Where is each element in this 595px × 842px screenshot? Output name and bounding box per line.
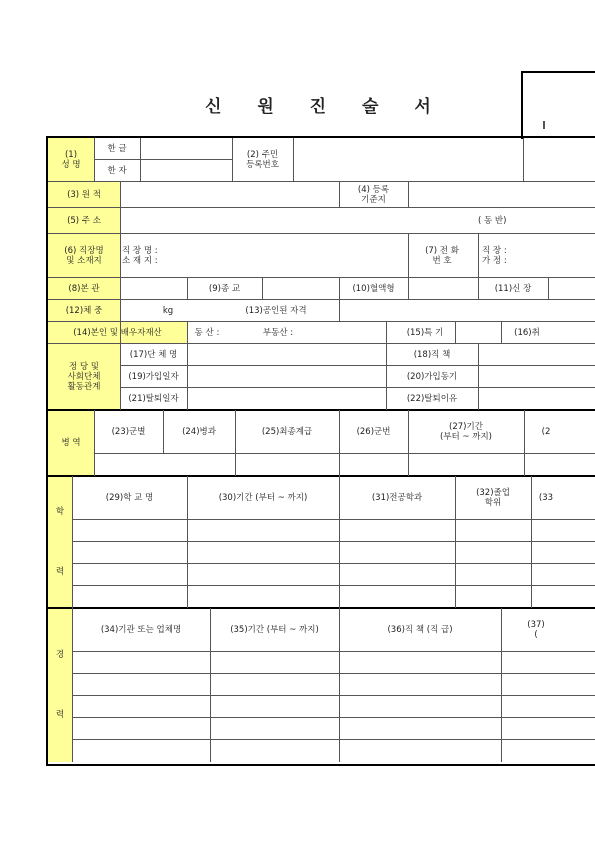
grid-line	[501, 322, 502, 344]
career-col: (37) (	[527, 620, 545, 640]
workplace-label: (6) 직장명 및 소재지	[48, 234, 120, 278]
career-col: (36)직 책 (직 급)	[387, 625, 453, 635]
grid-line	[48, 181, 595, 182]
grid-line	[339, 476, 340, 608]
grid-line	[94, 138, 95, 182]
grid-line	[339, 278, 340, 322]
grid-line	[48, 409, 595, 411]
grid-line	[210, 608, 211, 762]
grid-line	[72, 541, 595, 542]
form-table	[46, 136, 595, 766]
address-label: (5) 주 소	[48, 208, 120, 234]
grid-line	[408, 278, 409, 300]
education-label: 학 력	[48, 476, 72, 608]
grid-line	[94, 453, 595, 454]
grid-line	[72, 585, 595, 586]
grid-line	[187, 476, 188, 608]
military-col: (25)최종계급	[261, 427, 313, 437]
grid-line	[94, 159, 232, 160]
grid-line	[48, 607, 595, 609]
hobby-label: (16)취	[514, 328, 540, 338]
grid-line	[524, 410, 525, 476]
position-label: (18)직 책	[413, 350, 451, 360]
leave-date-label: (21)탈퇴일자	[128, 394, 179, 404]
grid-line	[408, 182, 409, 208]
document-title: 신 원 진 술 서	[205, 97, 446, 117]
grid-line	[72, 519, 595, 520]
hanja-name-field[interactable]	[140, 160, 232, 182]
grid-line	[187, 322, 188, 344]
immovable-label: 부동산 :	[262, 328, 294, 338]
special-skill-label: (15)특 기	[406, 328, 444, 338]
height-label: (11)신 장	[494, 284, 532, 294]
grid-line	[120, 344, 121, 410]
military-col: (26)군번	[356, 427, 391, 437]
grid-line	[72, 476, 73, 762]
origin-field[interactable]	[120, 182, 339, 208]
military-col: (24)병과	[182, 427, 216, 437]
grid-line	[48, 233, 595, 234]
grid-line	[548, 278, 549, 300]
career-label: 경 력	[48, 608, 72, 762]
grid-line	[339, 410, 340, 476]
grid-line	[72, 717, 595, 718]
grid-line	[163, 410, 164, 454]
address-suffix: ( 동 반)	[478, 216, 507, 226]
weight-label: (12)체 중	[48, 300, 120, 322]
grid-line	[531, 476, 532, 608]
resident-no-label: (2) 주민 등록번호	[246, 150, 279, 170]
phone-label: (7) 전 화 번 호	[425, 246, 459, 266]
grid-line	[72, 695, 595, 696]
grid-line	[48, 475, 595, 477]
grid-line	[501, 608, 502, 762]
grid-line	[48, 343, 595, 344]
grid-line	[478, 234, 479, 278]
grid-line	[478, 344, 479, 410]
grid-line	[94, 410, 95, 476]
reg-base-field[interactable]	[408, 182, 548, 208]
grid-line	[48, 299, 595, 300]
grid-line	[455, 322, 456, 344]
resident-no-field[interactable]	[293, 138, 523, 182]
grid-line	[72, 673, 595, 674]
blood-type-label: (10)혈액형	[352, 284, 395, 294]
grid-line	[455, 476, 456, 608]
workplace-fields[interactable]: 직 장 명 : 소 재 지 :	[122, 246, 158, 266]
kg-unit: kg	[162, 306, 174, 316]
grid-line	[72, 563, 595, 564]
grid-line	[187, 278, 188, 300]
origin-label: (3) 원 적	[48, 182, 120, 208]
join-reason-label: (20)가입동기	[406, 372, 458, 382]
grid-line	[232, 138, 233, 182]
religion-label: (9)종 교	[208, 284, 241, 294]
grid-line	[293, 138, 294, 182]
grid-line	[523, 138, 524, 182]
military-label: 병 역	[48, 410, 94, 476]
grid-line	[187, 344, 188, 410]
grid-line	[235, 410, 236, 476]
grid-line	[72, 739, 595, 740]
grid-line	[48, 321, 595, 322]
phone-fields[interactable]: 직 장 : 가 정 :	[482, 246, 507, 266]
grid-line	[120, 387, 595, 388]
career-col: (35)기간 (부터 ~ 까지)	[230, 625, 319, 635]
grid-line	[48, 207, 595, 208]
education-col: (32)졸업 학위	[476, 488, 510, 508]
military-col: (23)군별	[111, 427, 146, 437]
career-col: (34)기관 또는 업체명	[100, 625, 182, 635]
movable-label: 동 산 :	[194, 328, 220, 338]
certs-label: (13)공인된 자격	[245, 306, 307, 316]
education-col: (30)기간 (부터 ~ 까지)	[218, 493, 308, 503]
assets-label: (14)본인 및 배우자재산	[48, 322, 187, 344]
military-col: (27)기간 (부터 ~ 까지)	[439, 422, 492, 442]
photo-box	[521, 71, 595, 139]
education-col: (33	[538, 493, 554, 503]
leave-reason-label: (22)탈퇴이유	[406, 394, 458, 404]
grid-line	[339, 182, 340, 208]
reg-base-label: (4) 등록 기준지	[357, 185, 390, 205]
military-col: (2	[541, 427, 551, 437]
group-name-label: (17)단 체 명	[129, 350, 178, 360]
grid-line	[339, 608, 340, 762]
grid-line	[48, 277, 595, 278]
join-date-label: (19)가입일자	[128, 372, 179, 382]
grid-line	[72, 651, 595, 652]
grid-line	[408, 234, 409, 278]
education-col: (31)전공학과	[371, 493, 423, 503]
hanja-label: 한 자	[107, 166, 127, 176]
grid-line	[120, 365, 595, 366]
education-col: (29)학 교 명	[105, 493, 154, 503]
grid-line	[386, 322, 387, 410]
family-origin-label: (8)본 관	[48, 278, 120, 300]
grid-line	[478, 278, 479, 300]
name-label: (1) 성 명	[48, 138, 94, 182]
grid-line	[262, 278, 263, 300]
groups-label: 정 당 및 사회단체 활동관계	[48, 344, 120, 410]
grid-line	[140, 138, 141, 182]
photo-mark	[543, 121, 545, 129]
grid-line	[408, 410, 409, 476]
korean-name-field[interactable]	[140, 138, 232, 160]
grid-line	[120, 182, 121, 344]
korean-label: 한 글	[107, 144, 127, 154]
